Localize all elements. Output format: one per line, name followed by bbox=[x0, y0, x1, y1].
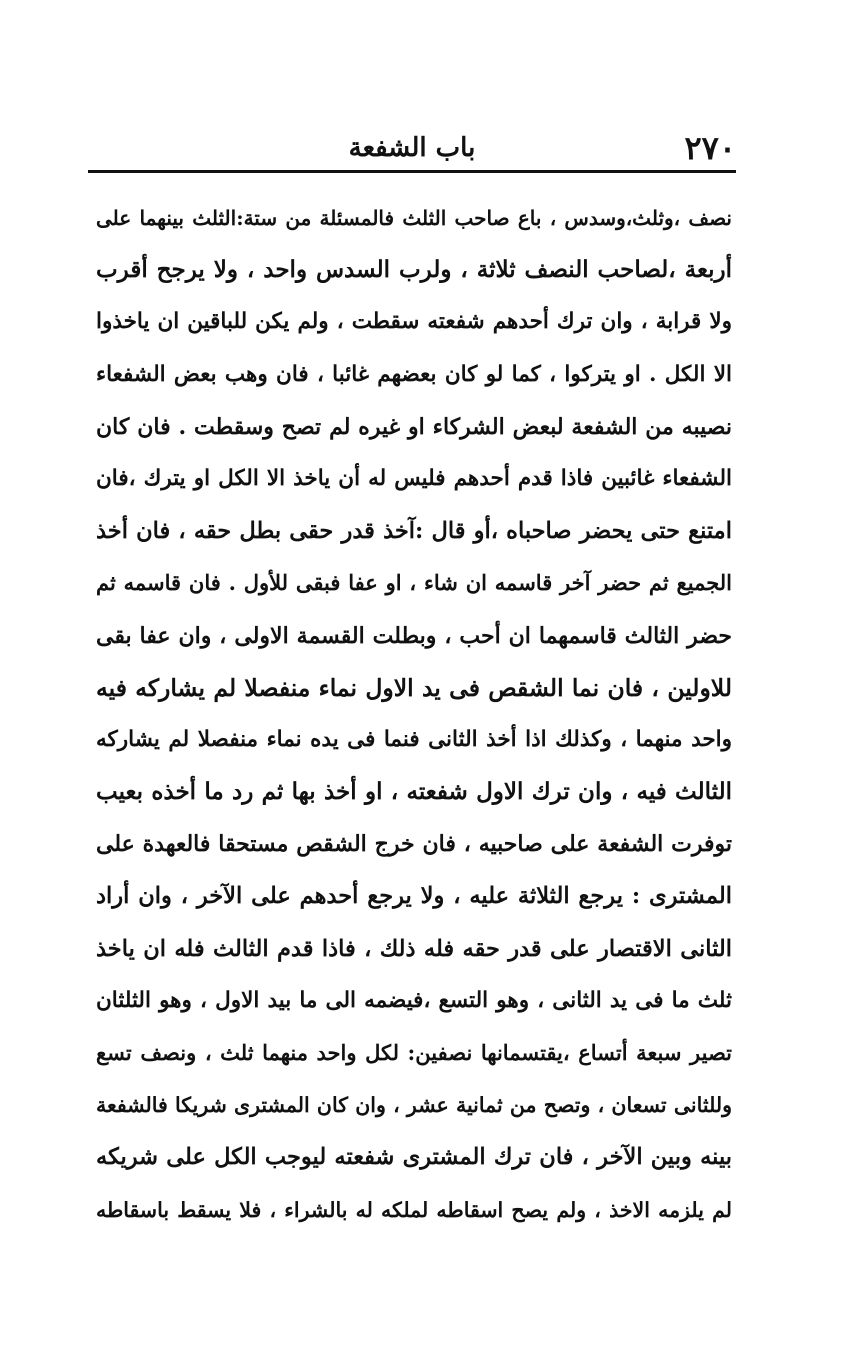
text-line: تصير سبعة أتساع ،يقتسمانها نصفين: لكل واحد منهما ثلث ، ونصف تسع bbox=[96, 1040, 732, 1065]
header-rule bbox=[88, 170, 736, 173]
text-line: لم يلزمه الاخذ ، ولم يصح اسقاطه لملكه له بالشراء ، فلا يسقط باسقاطه bbox=[96, 1197, 732, 1222]
text-line: الثانى الاقتصار على قدر حقه فله ذلك ، فاذا قدم الثالث فله ان ياخذ bbox=[96, 935, 732, 962]
body-text bbox=[96, 192, 732, 1236]
text-line: نصف ،وثلث،وسدس ، باع صاحب الثلث فالمسئلة من ستة:الثلث بينهما على bbox=[96, 206, 732, 230]
text-line: حضر الثالث قاسمهما ان أحب ، وبطلت القسمة الاولى ، وان عفا بقى bbox=[96, 622, 732, 649]
running-title: باب الشفعة bbox=[348, 133, 476, 163]
text-line: الا الكل . او يتركوا ، كما لو كان بعضهم غائبا ، فان وهب بعض الشفعاء bbox=[96, 361, 732, 387]
text-line: نصيبه من الشفعة لبعض الشركاء او غيره لم تصح وسقطت . فان كان bbox=[96, 413, 732, 440]
text-line: أربعة ،لصاحب النصف ثلاثة ، ولرب السدس واحد ، ولا يرجح أقرب bbox=[96, 256, 732, 284]
text-line: للاولين ، فان نما الشقص فى يد الاول نماء منفصلا لم يشاركه فيه bbox=[96, 673, 732, 702]
text-line: الثالث فيه ، وان ترك الاول شفعته ، او أخذ بها ثم رد ما أخذه بعيب bbox=[96, 778, 732, 806]
text-line: الشفعاء غائبين فاذا قدم أحدهم فليس له أن ياخذ الا الكل او يترك ،فان bbox=[96, 465, 732, 491]
text-line: واحد منهما ، وكذلك اذا أخذ الثانى فنما فى يده نماء منفصلا لم يشاركه bbox=[96, 726, 732, 752]
text-line: الجميع ثم حضر آخر قاسمه ان شاء ، او عفا فبقى للأول . فان قاسمه ثم bbox=[96, 570, 732, 596]
text-line: ثلث ما فى يد الثانى ، وهو التسع ،فيضمه الى ما بيد الاول ، وهو الثلثان bbox=[96, 987, 732, 1013]
text-line: المشترى : يرجع الثلاثة عليه ، ولا يرجع أحدهم على الآخر ، وان أراد bbox=[96, 883, 732, 910]
page-header bbox=[88, 128, 736, 172]
page-number: ٢٧٠ bbox=[684, 129, 736, 167]
text-line: وللثانى تسعان ، وتصح من ثمانية عشر ، وان كان المشترى شريكا فالشفعة bbox=[96, 1093, 732, 1118]
text-line: بينه وبين الآخر ، فان ترك المشترى شفعته ليوجب الكل على شريكه bbox=[96, 1144, 732, 1171]
text-line: ولا قرابة ، وان ترك أحدهم شفعته سقطت ، ولم يكن للباقين ان ياخذوا bbox=[96, 309, 732, 335]
text-line: امتنع حتى يحضر صاحباه ،أو قال :آخذ قدر حقى بطل حقه ، فان أخذ bbox=[96, 518, 732, 545]
text-line: توفرت الشفعة على صاحبيه ، فان خرج الشقص مستحقا فالعهدة على bbox=[96, 831, 732, 858]
